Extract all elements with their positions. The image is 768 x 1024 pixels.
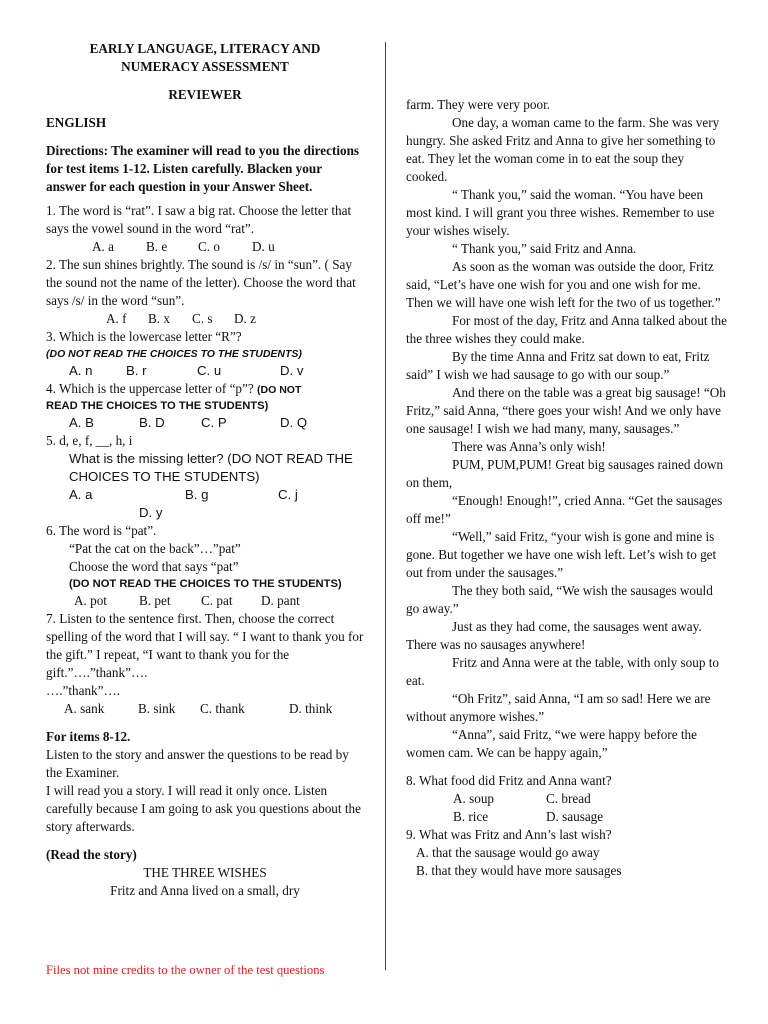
- story-paragraph: “ Thank you,” said the woman. “You have been most kind. I will grant you three wishes. Remember to use your wishes wisely.: [406, 187, 715, 238]
- q7-line-end: ….”thank”….: [46, 683, 120, 698]
- right-column: [406, 96, 728, 880]
- story-paragraph: And there on the table was a great big sausage! “Oh Fritz,” said Anna, “there goes your wish! And we only have one sausage! I wish we had many, many, sausages.”: [406, 385, 726, 436]
- question-5: 5. d, e, f, __, h, i: [46, 433, 133, 448]
- choice: C. pat: [201, 593, 233, 608]
- story-paragraph: “Oh Fritz”, said Anna, “I am so sad! Here we are without anymore wishes.”: [406, 691, 711, 724]
- reviewer-heading: REVIEWER: [168, 87, 242, 102]
- choice: C. bread: [546, 791, 591, 806]
- choice: B. e: [146, 239, 168, 254]
- choice: A. sank: [64, 701, 105, 716]
- choice: B. that they would have more sausages: [416, 863, 622, 878]
- q1-choices: [46, 238, 364, 256]
- story-paragraph: Fritz and Anna were at the table, with only soup to eat.: [406, 655, 719, 688]
- choice: A. f: [106, 311, 127, 326]
- story-paragraph: One day, a woman came to the farm. She was very hungry. She asked Fritz and Anna to give her something to eat. They let the woman come in to eat the soup they cooked.: [406, 115, 720, 184]
- choice: C. j: [278, 487, 298, 502]
- column-divider: [385, 42, 386, 970]
- question-7: 7. Listen to the sentence first. Then, choose the correct spelling of the word that I will say. “ I want to thank you for the gift.” I repeat, “I want to thank you for the gift.”….”thank”….: [46, 611, 364, 680]
- q7-choices: [46, 700, 364, 718]
- q6-choices: [46, 592, 364, 610]
- left-column: [46, 40, 364, 900]
- story-paragraph: “Well,” said Fritz, “your wish is gone and mine is gone. But together we have one wish left. Let’s wish to get out from under the sausages.”: [406, 529, 717, 580]
- choice: A. B: [69, 415, 94, 430]
- story-paragraph: PUM, PUM,PUM! Great big sausages rained down on them,: [406, 457, 724, 490]
- story-paragraph: The they both said, “We wish the sausages would go away.”: [406, 583, 713, 616]
- story-paragraph: By the time Anna and Fritz sat down to eat, Fritz said” I wish we had sausage to go with our soup.”: [406, 349, 710, 382]
- q2-choices: [46, 310, 364, 328]
- story-paragraph: “Anna”, said Fritz, “we were happy before the women cam. We can be happy again,”: [406, 727, 697, 760]
- directions: Directions: The examiner will read to you the directions for test items 1-12. Listen carefully. Blacken your answer for each question in your Answer Sheet.: [46, 143, 360, 194]
- question-4: [46, 380, 364, 398]
- title-line-2: NUMERACY ASSESSMENT: [121, 59, 289, 74]
- q8-choices: [406, 790, 728, 826]
- choice: D. u: [252, 239, 275, 254]
- choice: D. pant: [261, 593, 300, 608]
- choice: B. g: [185, 487, 209, 502]
- story-start: Fritz and Anna lived on a small, dry: [110, 883, 300, 898]
- q6-note: (DO NOT READ THE CHOICES TO THE STUDENTS): [69, 578, 342, 590]
- choice: C. s: [192, 311, 213, 326]
- items-8-12-heading: For items 8-12.: [46, 729, 131, 744]
- story-paragraph: There was Anna’s only wish!: [452, 439, 606, 454]
- story-paragraph: As soon as the woman was outside the door, Fritz said, “Let’s have one wish for you and one wish for me. Then we will have one wish left for the two of us together.”: [406, 259, 721, 310]
- q4-choices: [46, 414, 364, 432]
- choice: D. v: [280, 363, 304, 378]
- question-3: 3. Which is the lowercase letter “R”?: [46, 329, 242, 344]
- q4-note: READ THE CHOICES TO THE STUDENTS): [46, 400, 269, 412]
- q5-sub: What is the missing letter? (DO NOT READ THE CHOICES TO THE STUDENTS): [69, 451, 353, 484]
- q5-choices: [46, 486, 364, 522]
- choice: D. Q: [280, 415, 308, 430]
- q3-note: (DO NOT READ THE CHOICES TO THE STUDENTS): [46, 348, 302, 360]
- q6-line-2: “Pat the cat on the back”…”pat”: [69, 541, 241, 556]
- q4-note-inline: (DO NOT: [257, 384, 302, 396]
- choice: A. pot: [74, 593, 107, 608]
- story-title: THE THREE WISHES: [143, 865, 267, 880]
- title-line-1: EARLY LANGUAGE, LITERACY AND: [89, 41, 321, 56]
- choice: C. thank: [200, 701, 245, 716]
- story-body: [406, 96, 728, 762]
- choice: C. u: [197, 363, 222, 378]
- choice: A. a: [69, 487, 93, 502]
- choice: B. pet: [139, 593, 171, 608]
- choice: D. sausage: [546, 809, 604, 824]
- story-paragraph: Just as they had come, the sausages went away. There was no sausages anywhere!: [406, 619, 702, 652]
- choice: B. x: [148, 311, 170, 326]
- q3-choices: [46, 362, 364, 380]
- choice: B. D: [139, 415, 165, 430]
- question-1: 1. The word is “rat”. I saw a big rat. Choose the letter that says the vowel sound in the word “rat”.: [46, 203, 352, 236]
- story-paragraph: “Enough! Enough!”, cried Anna. “Get the sausages off me!”: [406, 493, 723, 526]
- q6-line-3: Choose the word that says “pat”: [69, 559, 239, 574]
- credits-note: Files not mine credits to the owner of the test questions: [46, 963, 325, 977]
- question-8: 8. What food did Fritz and Anna want?: [406, 773, 612, 788]
- question-9: 9. What was Fritz and Ann’s last wish?: [406, 827, 612, 842]
- items-read-note: I will read you a story. I will read it only once. Listen carefully because I am going to ask you questions about the story afterwards.: [46, 783, 361, 834]
- choice: D. y: [139, 505, 163, 520]
- read-story-label: (Read the story): [46, 847, 137, 862]
- choice: A. n: [69, 363, 93, 378]
- choice: B. r: [126, 363, 147, 378]
- choice: C. o: [198, 239, 220, 254]
- choice: A. that the sausage would go away: [416, 845, 600, 860]
- choice: B. rice: [453, 809, 489, 824]
- story-paragraph: For most of the day, Fritz and Anna talked about the the three wishes they could make.: [406, 313, 727, 346]
- choice: D. z: [234, 311, 256, 326]
- story-paragraph: farm. They were very poor.: [406, 97, 551, 112]
- choice: C. P: [201, 415, 227, 430]
- choice: A. a: [92, 239, 114, 254]
- choice: B. sink: [138, 701, 176, 716]
- q4-text: 4. Which is the uppercase letter of “p”?: [46, 381, 254, 396]
- choice: A. soup: [453, 791, 495, 806]
- items-instructions: Listen to the story and answer the questions to be read by the Examiner.: [46, 747, 349, 780]
- subject-heading: ENGLISH: [46, 115, 107, 130]
- question-6: 6. The word is “pat”.: [46, 523, 157, 538]
- question-2: 2. The sun shines brightly. The sound is /s/ in “sun”. ( Say the sound not the name of the letter). Choose the word that says /s/ in the word “sun”.: [46, 257, 356, 308]
- story-paragraph: “ Thank you,” said Fritz and Anna.: [452, 241, 637, 256]
- choice: D. think: [289, 701, 333, 716]
